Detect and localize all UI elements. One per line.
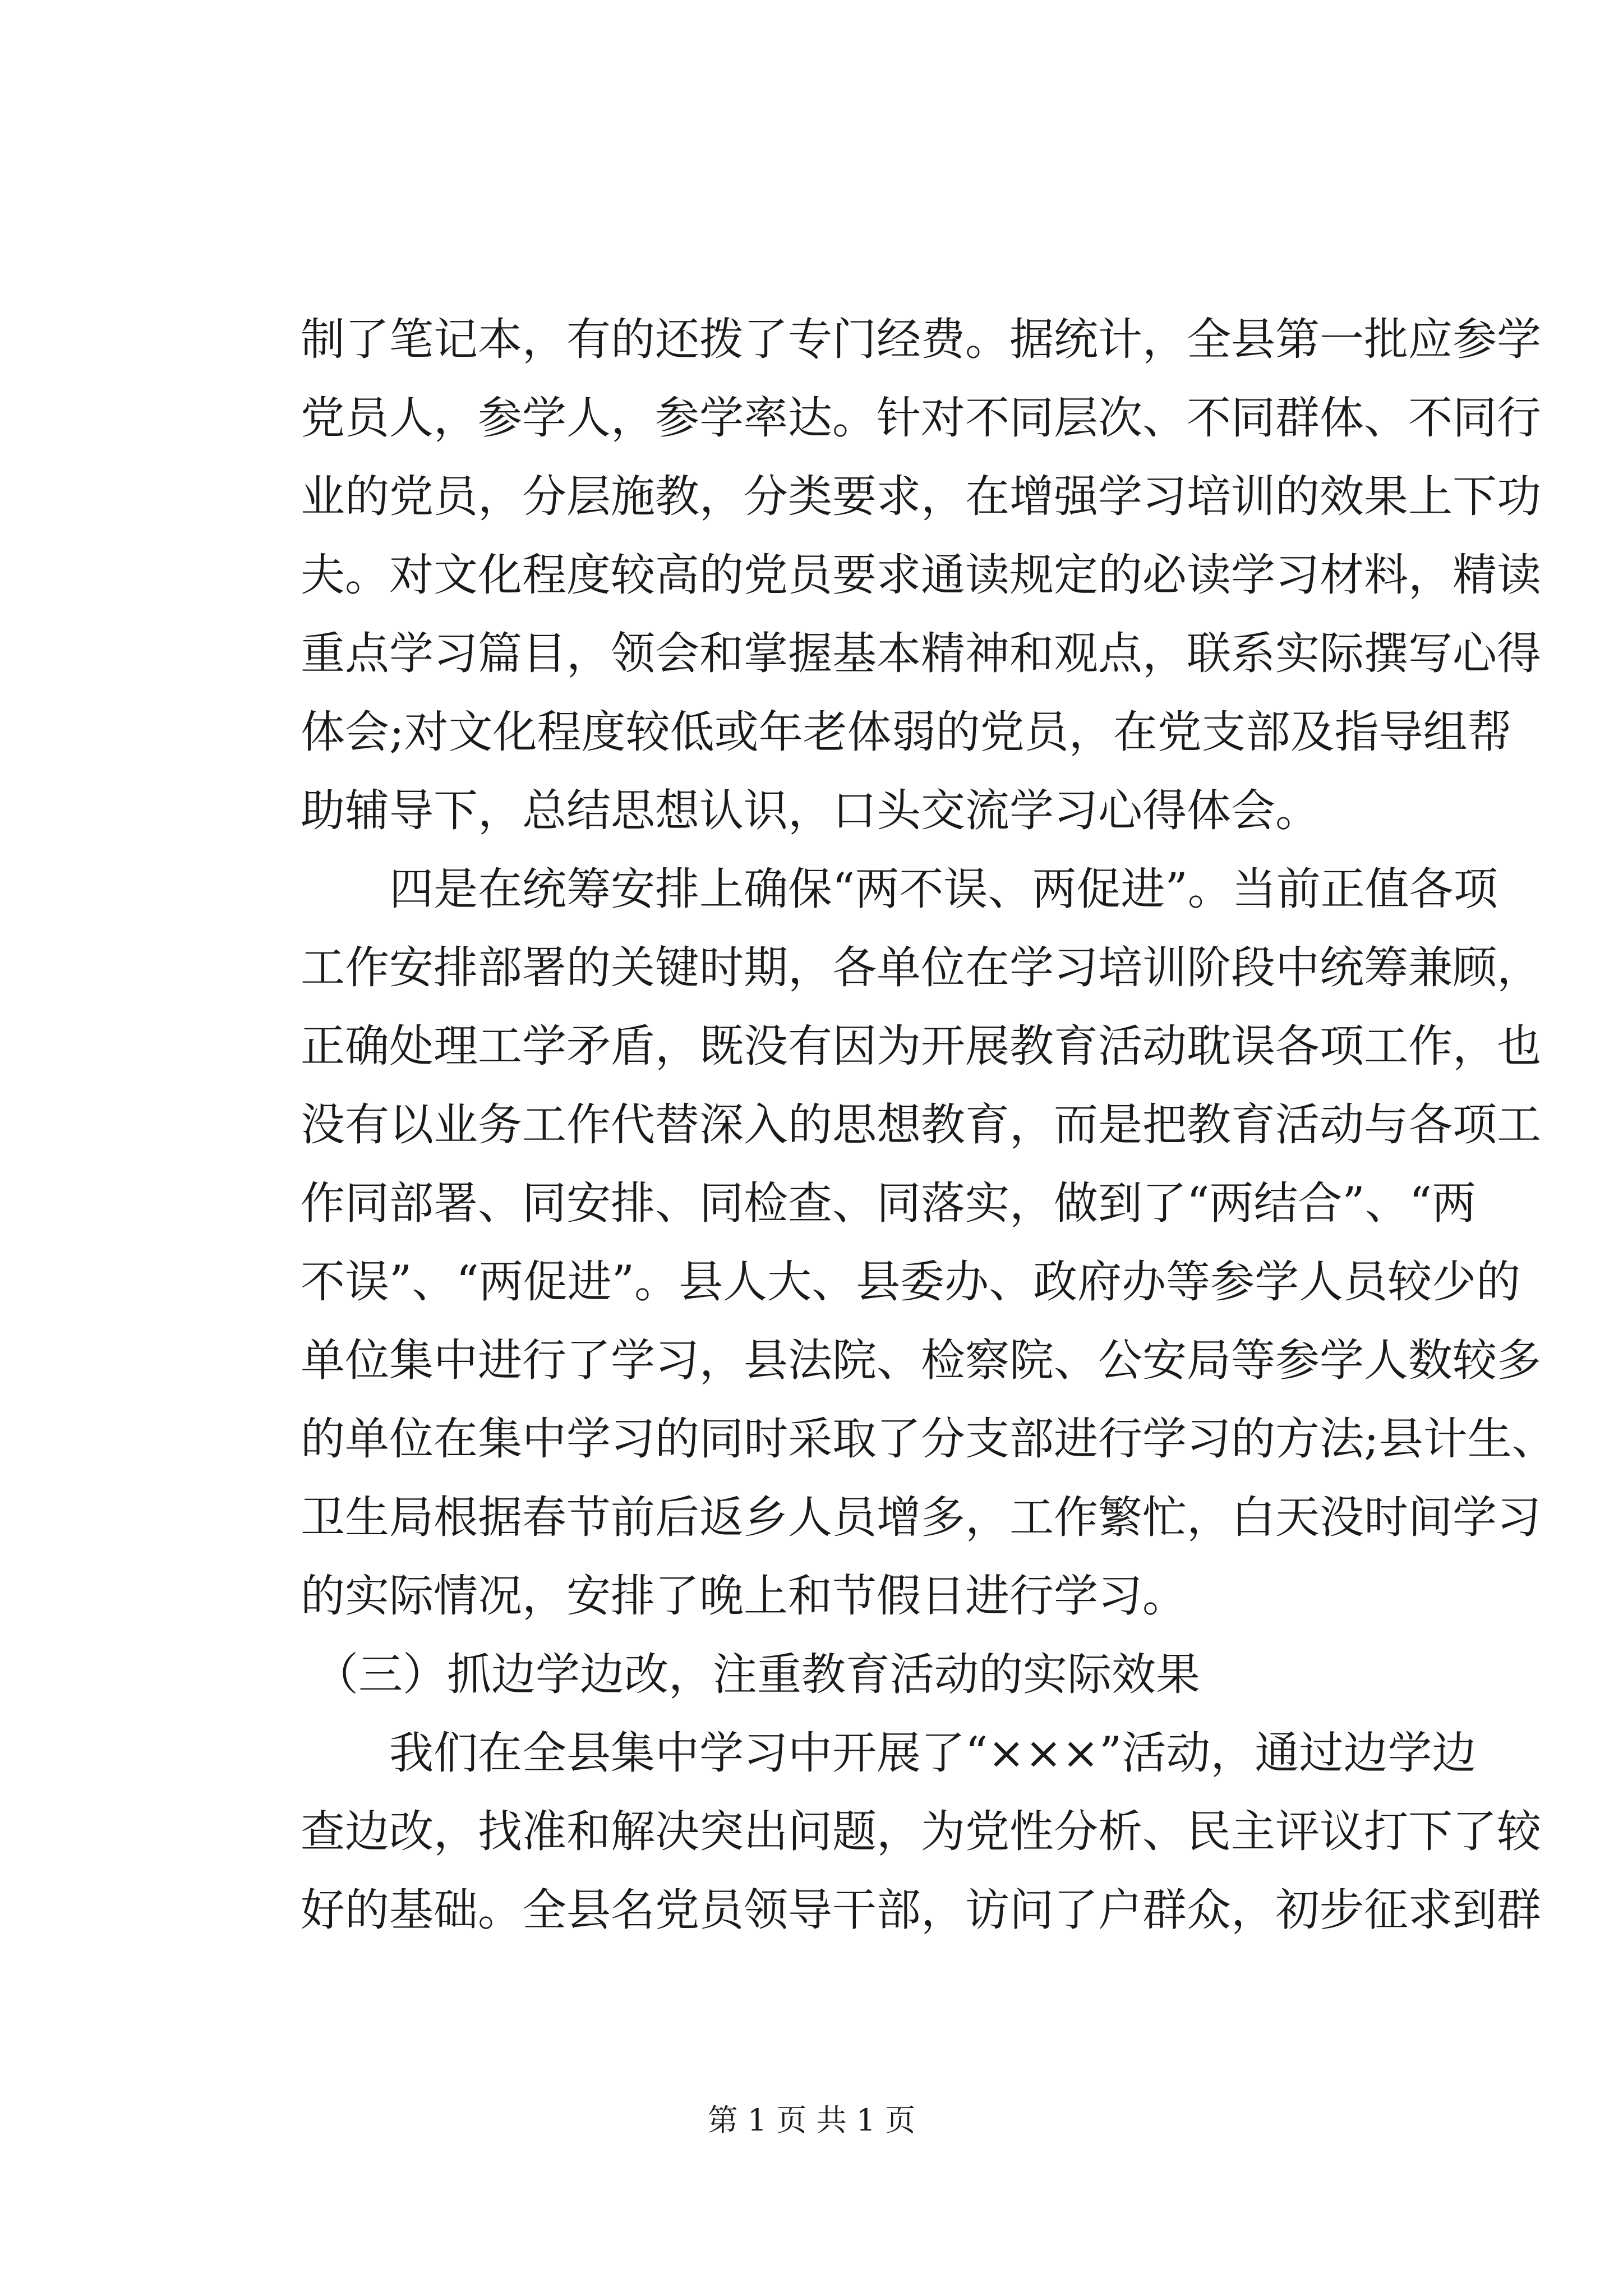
text-line: 单位集中进行了学习，县法院、检察院、公安局等参学人数较多 [301,1335,1541,1386]
text-line: 重点学习篇目，领会和掌握基本精神和观点，联系实际撰写心得 [301,628,1541,679]
page-number-footer: 第 1 页 共 1 页 [707,2102,916,2138]
paragraph-first-line: 四是在统筹安排上确保“两不误、两促进”。当前正值各项 [389,863,1498,915]
text-line: 的单位在集中学习的同时采取了分支部进行学习的方法;县计生、 [301,1413,1556,1465]
text-line: 夫。对文化程度较高的党员要求通读规定的必读学习材料，精读 [301,549,1541,601]
text-line: 党员人，参学人，参学率达。针对不同层次、不同群体、不同行 [301,392,1541,444]
text-line: 正确处理工学矛盾，既没有因为开展教育活动耽误各项工作，也 [301,1020,1541,1072]
text-line: 没有以业务工作代替深入的思想教育，而是把教育活动与各项工 [301,1099,1541,1151]
text-line: 业的党员，分层施教，分类要求，在增强学习培训的效果上下功 [301,471,1541,522]
text-line: 卫生局根据春节前后返乡人员增多，工作繁忙，白天没时间学习 [301,1492,1541,1543]
paragraph-first-line: 我们在全县集中学习中开展了“×××”活动，通过边学边 [389,1727,1477,1779]
section-heading: （三）抓边学边改，注重教育活动的实际效果 [314,1649,1200,1700]
text-line: 作同部署、同安排、同检查、同落实，做到了“两结合”、“两 [301,1177,1477,1229]
text-line: 体会;对文化程度较低或年老体弱的党员，在党支部及指导组帮 [301,706,1512,758]
text-line: 助辅导下，总结思想认识，口头交流学习心得体会。 [301,785,1320,836]
text-line: 的实际情况，安排了晚上和节假日进行学习。 [301,1570,1187,1622]
text-line: 不误”、“两促进”。县人大、县委办、政府办等参学人员较少的 [301,1256,1521,1308]
text-line: 工作安排部署的关键时期，各单位在学习培训阶段中统筹兼顾， [301,942,1541,993]
text-line: 好的基础。全县名党员领导干部，访问了户群众，初步征求到群 [301,1884,1541,1936]
text-line: 查边改，找准和解决突出问题，为党性分析、民主评议打下了较 [301,1806,1541,1857]
text-line: 制了笔记本，有的还拨了专门经费。据统计，全县第一批应参学 [301,314,1541,365]
